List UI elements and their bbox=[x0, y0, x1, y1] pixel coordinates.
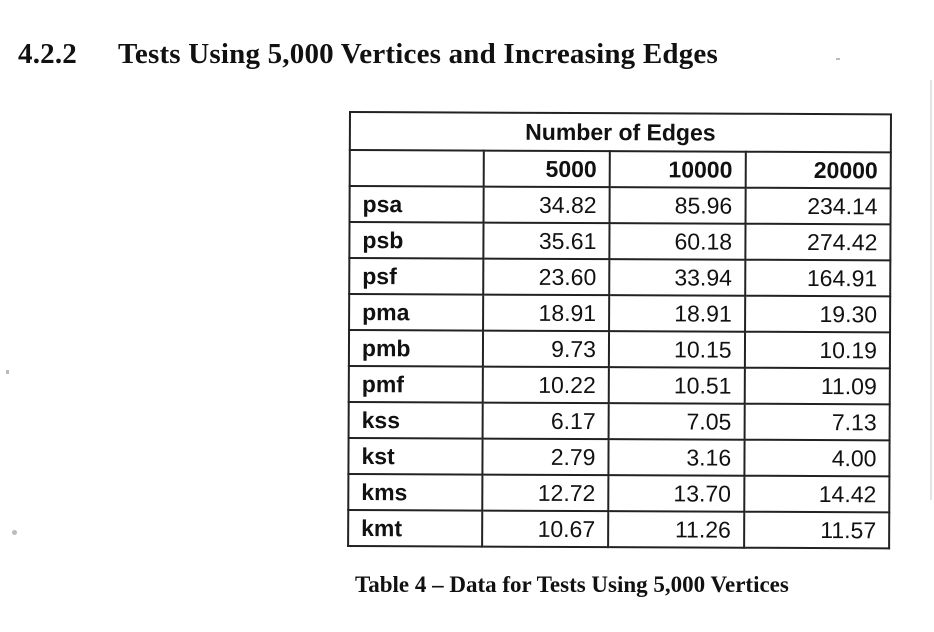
column-header: 10000 bbox=[610, 151, 746, 188]
scan-speck bbox=[6, 370, 9, 374]
table-cell: 19.30 bbox=[745, 296, 890, 333]
row-label: kst bbox=[348, 438, 482, 475]
table-row bbox=[349, 294, 890, 332]
row-label: pmb bbox=[349, 330, 483, 367]
table-cell: 9.73 bbox=[483, 331, 609, 368]
table-cell: 10.19 bbox=[745, 332, 890, 369]
row-label: pma bbox=[349, 294, 483, 331]
table-row bbox=[350, 186, 891, 224]
corner-cell bbox=[350, 150, 484, 187]
table-cell: 7.05 bbox=[609, 403, 745, 440]
table-row bbox=[348, 510, 889, 548]
table-cell: 10.22 bbox=[483, 367, 609, 404]
table-row bbox=[349, 258, 890, 296]
table-cell: 11.26 bbox=[608, 511, 744, 548]
table-cell: 4.00 bbox=[744, 440, 889, 477]
table-cell: 2.79 bbox=[482, 439, 608, 476]
table-row bbox=[349, 366, 890, 404]
section-heading bbox=[18, 38, 718, 71]
table-row bbox=[349, 402, 890, 440]
row-label: kms bbox=[348, 474, 482, 511]
table-row bbox=[349, 330, 890, 368]
row-label: psa bbox=[350, 186, 484, 223]
table-cell: 12.72 bbox=[482, 475, 608, 512]
table-cell: 18.91 bbox=[483, 295, 609, 332]
table-cell: 33.94 bbox=[609, 259, 745, 296]
column-header: 5000 bbox=[484, 151, 610, 188]
table-cell: 164.91 bbox=[745, 260, 890, 297]
table-cell: 14.42 bbox=[744, 476, 889, 513]
table-cell: 6.17 bbox=[483, 403, 609, 440]
results-table bbox=[347, 111, 892, 549]
table-cell: 13.70 bbox=[608, 475, 744, 512]
table-cell: 10.15 bbox=[609, 331, 745, 368]
table-cell: 35.61 bbox=[483, 223, 609, 260]
group-header: Number of Edges bbox=[350, 112, 891, 152]
section-title: Tests Using 5,000 Vertices and Increasing Edges bbox=[118, 38, 718, 70]
table-cell: 234.14 bbox=[745, 188, 890, 225]
table-row bbox=[349, 222, 890, 260]
table-row bbox=[348, 474, 889, 512]
table-row bbox=[348, 438, 889, 476]
table-group-header-row bbox=[350, 112, 891, 152]
row-label: psb bbox=[349, 222, 483, 259]
table-cell: 7.13 bbox=[744, 404, 889, 441]
table-cell: 85.96 bbox=[610, 187, 746, 224]
scan-speck bbox=[930, 80, 932, 500]
table-cell: 23.60 bbox=[483, 259, 609, 296]
column-header: 20000 bbox=[745, 152, 890, 189]
section-number: 4.2.2 bbox=[18, 38, 77, 70]
row-label: kss bbox=[349, 402, 483, 439]
scan-speck bbox=[836, 58, 840, 60]
table-cell: 18.91 bbox=[609, 295, 745, 332]
table-cell: 10.67 bbox=[482, 511, 608, 548]
table-cell: 11.09 bbox=[744, 368, 889, 405]
table-cell: 34.82 bbox=[484, 187, 610, 224]
table-caption: Table 4 – Data for Tests Using 5,000 Vertices bbox=[355, 572, 789, 597]
row-label: psf bbox=[349, 258, 483, 295]
row-label: kmt bbox=[348, 510, 482, 547]
table-column-header-row bbox=[350, 150, 891, 188]
table-cell: 274.42 bbox=[745, 224, 890, 261]
row-label: pmf bbox=[349, 366, 483, 403]
table-cell: 11.57 bbox=[744, 512, 889, 549]
table-cell: 60.18 bbox=[609, 223, 745, 260]
table-cell: 3.16 bbox=[608, 439, 744, 476]
scan-speck bbox=[12, 530, 17, 535]
table-cell: 10.51 bbox=[609, 367, 745, 404]
